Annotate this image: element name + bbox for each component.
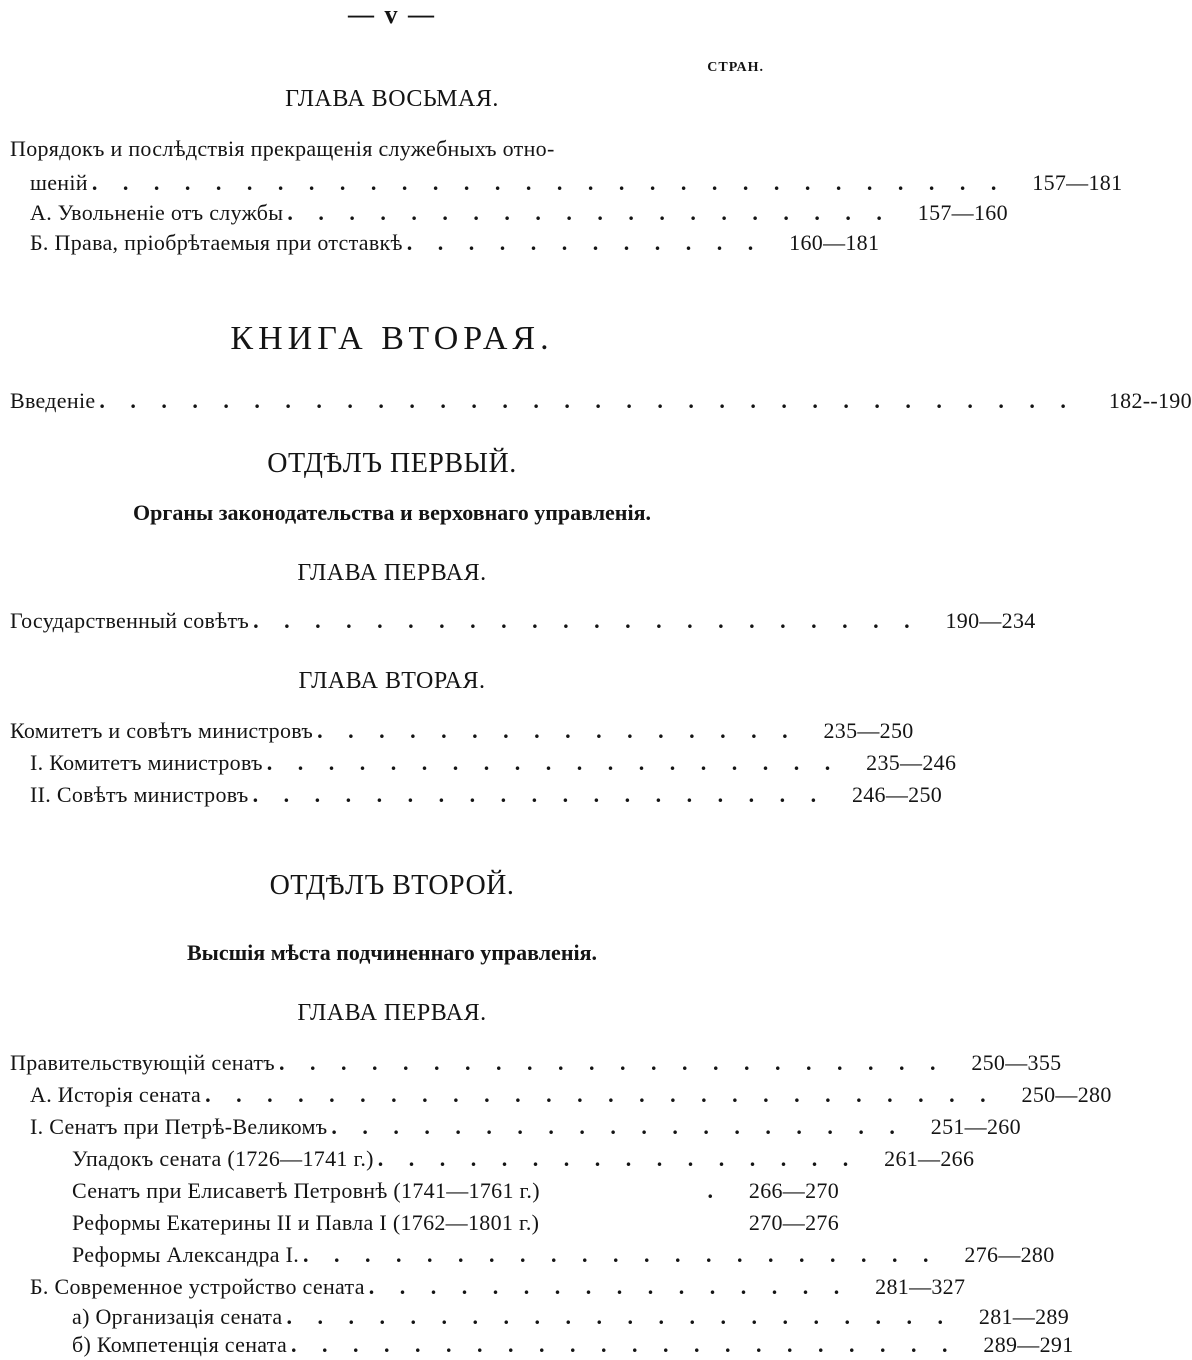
chapter-heading: ГЛАВА ВТОРАЯ.: [298, 668, 486, 694]
dot-leader: . . . . . . . . . . . . . . . . . . .: [252, 782, 827, 807]
page-range: 266—270: [748, 1178, 839, 1203]
toc-entry: [10, 1272, 966, 1302]
entry-title: А. Исторія сената: [30, 1082, 202, 1107]
page-range: 281—289: [978, 1304, 1069, 1329]
entry-title: Реформы Александра I.: [72, 1242, 300, 1267]
entry-title: Сенатъ при Елисаветѣ Петровнѣ (1741—1761 г.): [72, 1178, 540, 1203]
page-range: 235—246: [866, 750, 957, 775]
book-two-heading: КНИГА ВТОРАЯ.: [230, 320, 554, 357]
dot-leader: . . . . . . . . . . . . . . . . . . .: [266, 750, 841, 775]
page-range: 182--190: [1108, 388, 1192, 413]
entry-title: б) Компетенція сената: [72, 1332, 288, 1357]
chapter-heading: ГЛАВА ПЕРВАЯ.: [297, 560, 487, 586]
page-range: 270—276: [748, 1210, 839, 1235]
page-range: 261—266: [884, 1146, 975, 1171]
toc-entry: [10, 168, 1123, 198]
toc-entry-intro: Порядокъ и послѣдствія прекращенія служебныхъ отно-: [10, 136, 555, 161]
toc-entry: [10, 1176, 839, 1206]
entry-title: Реформы Екатерины II и Павла I (1762—1801 г.): [72, 1210, 540, 1235]
dot-leader: . . . . . . . . . . . . . . . . . . . . . .: [278, 1050, 946, 1075]
toc-entry: [10, 716, 914, 746]
dot-leader: . . . . . . . . . . . .: [406, 230, 764, 255]
dot-leader: . . . . . . . . . . . . . . . . . . . . . . . . . . . . . .: [91, 170, 1007, 195]
dot-leader: . . . . . . . . . . . . . . . . . . . . . . . . . . . . . . . .: [99, 388, 1076, 413]
toc-entry: [10, 1330, 1074, 1360]
page-column-label: СТРАН.: [707, 60, 764, 75]
chapter-heading: ГЛАВА ПЕРВАЯ.: [297, 1000, 487, 1026]
toc-entry: [10, 1048, 1062, 1078]
toc-entry: [10, 1080, 1112, 1110]
entry-title: Комитетъ и совѣтъ министровъ: [10, 718, 314, 743]
toc-entry: [10, 1208, 839, 1238]
toc-entry: [10, 386, 1192, 416]
page-range: 251—260: [930, 1114, 1021, 1139]
part-one-heading: ОТДѢЛЪ ПЕРВЫЙ.: [267, 448, 517, 479]
page-range: 157—160: [917, 200, 1008, 225]
toc-entry: [10, 1302, 1069, 1332]
page-range: 276—280: [964, 1242, 1055, 1267]
dot-leader: . . . . . . . . . . . . . . . .: [368, 1274, 850, 1299]
page-range: 250—355: [971, 1050, 1062, 1075]
entry-title: Б. Современное устройство сената: [30, 1274, 365, 1299]
page-range: 250—280: [1021, 1082, 1112, 1107]
page-number: — v —: [348, 0, 436, 29]
entry-title: а) Организація сената: [72, 1304, 283, 1329]
dot-leader: . . . . . . . . . . . . . . . . . . . . .: [303, 1242, 939, 1267]
page-range: 160—181: [789, 230, 880, 255]
toc-entry: [10, 1144, 975, 1174]
page-range: 157—181: [1032, 170, 1123, 195]
page-range: 190—234: [945, 608, 1036, 633]
dot-leader: . . . . . . . . . . . . . . . .: [317, 718, 798, 743]
entry-title: I. Комитетъ министровъ: [30, 750, 263, 775]
toc-entry: [10, 198, 1008, 228]
dot-leader: . . . . . . . . . . . . . . . .: [377, 1146, 859, 1171]
entry-title: А. Увольненіе отъ службы: [30, 200, 284, 225]
toc-entry: [10, 1240, 1055, 1270]
dot-leader: . . . . . . . . . . . . . . . . . . . .: [287, 200, 892, 225]
part-two-subtitle: Высшія мѣста подчиненнаго управленія.: [186, 940, 598, 965]
page-range: 289—291: [983, 1332, 1074, 1357]
entry-title: Б. Права, пріобрѣтаемыя при отставкѣ: [30, 230, 403, 255]
part-one-subtitle: Органы законодательства и верховнаго управленія.: [133, 500, 651, 525]
entry-title: Государственный совѣтъ: [10, 608, 250, 633]
entry-title: Упадокъ сената (1726—1741 г.): [72, 1146, 374, 1171]
toc-entry: [10, 748, 957, 778]
dot-leader: . . . . . . . . . . . . . . . . . . . . . . . . . .: [205, 1082, 996, 1107]
dot-leader: . . . . . . . . . . . . . . . . . . . . . .: [291, 1332, 958, 1357]
toc-entry: [10, 228, 880, 258]
page-range: 281—327: [875, 1274, 966, 1299]
dot-leader: . . . . . . . . . . . . . . . . . . . . . .: [253, 608, 920, 633]
toc-entry: [10, 780, 943, 810]
entry-title: Правительствующій сенатъ: [10, 1050, 275, 1075]
entry-title: шеній: [30, 170, 88, 195]
entry-title: Введеніе: [10, 388, 96, 413]
toc-entry: [10, 606, 1036, 636]
dot-leader: . . . . . . . . . . . . . . . . . . .: [331, 1114, 905, 1139]
entry-title: I. Сенатъ при Петрѣ-Великомъ: [30, 1114, 328, 1139]
dot-leader: . . . . . . . . . . . . . . . . . . . . . .: [286, 1304, 953, 1329]
entry-title: II. Совѣтъ министровъ: [30, 782, 249, 807]
toc-entry: [10, 1112, 1021, 1142]
chapter-eight-heading: ГЛАВА ВОСЬМАЯ.: [285, 86, 499, 112]
part-two-heading: ОТДѢЛЪ ВТОРОЙ.: [269, 870, 515, 901]
dot-leader: .: [707, 1178, 723, 1203]
page-range: 246—250: [851, 782, 943, 807]
page-range: 235—250: [823, 718, 914, 743]
